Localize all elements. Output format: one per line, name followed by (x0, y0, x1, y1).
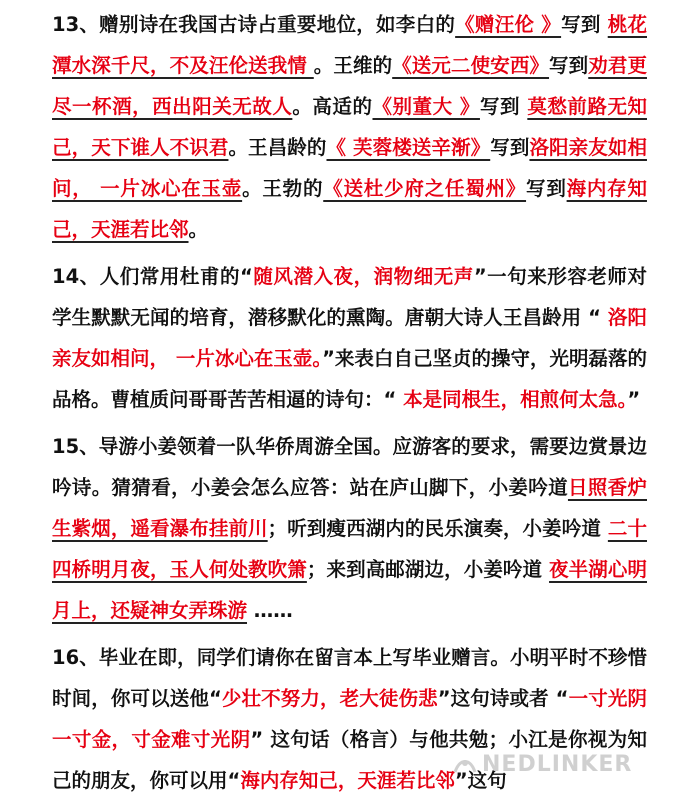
q15-text-3: ；来到高邮湖边，小姜吟道 (306, 558, 550, 581)
q15-text-4: …… (247, 599, 293, 622)
q13-text-3: 。王维的 (313, 54, 393, 77)
question-14 (52, 256, 647, 420)
q13-answer-4: 劝君更尽一杯酒，西出阳关无故人 (52, 54, 647, 118)
q13-answer-3: 《送元二使安西》 (392, 54, 550, 77)
q14-answer-1: 随风潜入夜，润物细无声 (252, 265, 474, 288)
q13-text-4: 写到 (549, 54, 589, 77)
q13-text-5: 。高适的 (292, 95, 373, 118)
q13-answer-9: 《送杜少府之任蜀州》 (323, 177, 527, 200)
q14-text-1: 14、人们常用杜甫的“ (52, 265, 253, 288)
q14-text-3: ”来表白自己坚贞的操守，光明磊落的品格。曹植质问哥哥苦苦相逼的诗句：“ (52, 347, 647, 411)
q16-text-1: 16、毕业在即，同学们请你在留言本上写毕业赠言。小明平时不珍惜时间，你可以送他“ (52, 646, 647, 710)
q13-answer-5: 《别董大 》 (372, 95, 480, 118)
question-13 (52, 4, 647, 250)
q13-text-9: 。王勃的 (242, 177, 324, 200)
q13-answer-6: 莫愁前路无知己，天下谁人不识君 (52, 95, 647, 159)
q13-answer-7: 《 芙蓉楼送辛渐》 (326, 136, 491, 159)
q14-text-2: ”一句来形容老师对学生默默无闻的培育，潜移默化的熏陶。唐朝大诗人王昌龄用 “ (52, 265, 647, 329)
q13-answer-1: 《赠汪伦 》 (455, 13, 562, 36)
q14-text-4: ” (627, 388, 641, 411)
watermark-logo-icon (452, 754, 478, 776)
q13-text-8: 写到 (490, 136, 530, 159)
q13-answer-8: 洛阳亲友如相问， 一片冰心在玉壶 (52, 136, 647, 200)
watermark-text: NEDLINKER (482, 752, 633, 777)
q15-answer-1: 日照香炉生紫烟，遥看瀑布挂前川 (52, 476, 647, 540)
q13-text-7: 。王昌龄的 (228, 136, 327, 159)
q15-answer-2: 二十四桥明月夜，玉人何处教吹箫 (52, 517, 647, 581)
question-15 (52, 426, 647, 631)
watermark (452, 752, 632, 777)
q16-text-3: ” 这句话（格言）与他共勉；小江是你视为知己的朋友，你可以用“ (52, 728, 647, 792)
q16-text-4: ”这句 (454, 769, 507, 792)
q13-answer-2: 桃花潭水深千尺，不及汪伦送我情 (52, 13, 647, 77)
q15-text-1: 15、导游小姜领着一队华侨周游全国。应游客的要求，需要边赏景边吟诗。猜猜看，小姜会怎么应答：站在庐山脚下，小姜吟道 (52, 435, 647, 499)
q13-text-11: 。 (188, 218, 209, 241)
q16-text-2: ”这句诗或者 “ (437, 687, 569, 710)
q16-answer-1: 少壮不努力，老大徒伤悲 (221, 687, 438, 710)
q13-answer-10: 海内存知己，天涯若比邻 (52, 177, 647, 241)
q13-text-6: 写到 (479, 95, 528, 118)
q13-text-2: 写到 (561, 13, 608, 36)
q14-answer-2: 洛阳亲友如相问， 一片冰心在玉壶。 (52, 306, 647, 370)
q16-answer-2: 一寸光阴一寸金，寸金难寸光阴 (52, 687, 647, 751)
q15-text-2: ；听到瘦西湖内的民乐演奏，小姜吟道 (267, 517, 608, 540)
q14-answer-3: 本是同根生，相煎何太急。 (403, 388, 628, 411)
q13-text-10: 写到 (526, 177, 567, 200)
q15-answer-3: 夜半湖心明月上，还疑神女弄珠游 (52, 558, 647, 622)
q13-text-1: 13、赠别诗在我国古诗占重要地位，如李白的 (52, 13, 456, 36)
q16-answer-3: 海内存知己，天涯若比邻 (240, 769, 455, 792)
